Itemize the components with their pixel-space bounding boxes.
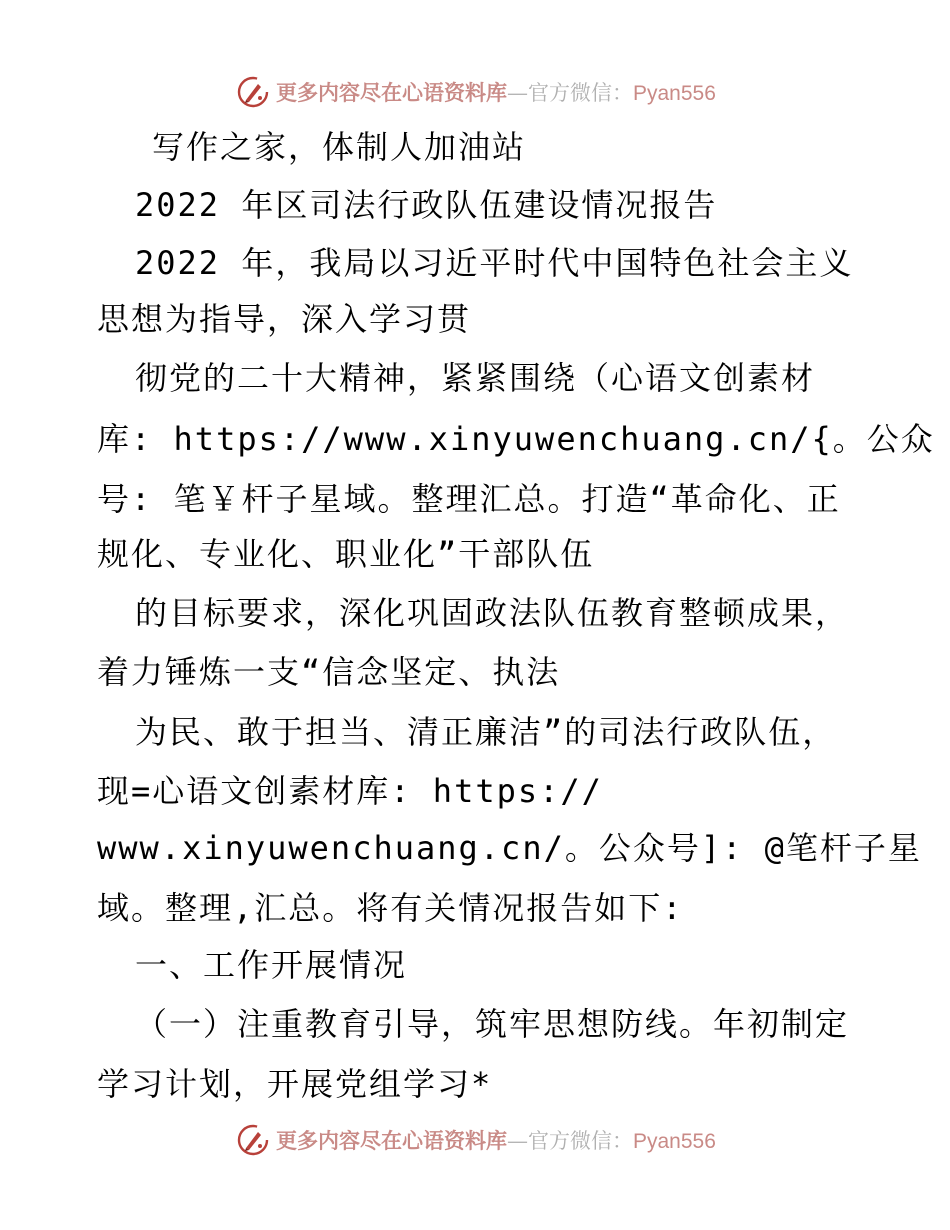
- footer-banner-wechat: 官方微信：: [528, 1129, 633, 1153]
- header-banner-text: [276, 77, 716, 107]
- body-line-1: 写作之家，体制人加油站: [152, 128, 527, 166]
- body-line-4: 思想为指导，深入学习贯: [97, 300, 472, 338]
- footer-banner-main: 更多内容尽在心语资料库: [276, 1128, 507, 1153]
- body-line-16: （一）注重教育引导，筑牢思想防线。年初制定: [135, 1005, 850, 1043]
- body-line-13: www.xinyuwenchuang.cn/。公众号]: @笔杆子星: [97, 829, 922, 867]
- body-line-7: 号: 笔￥杆子星域。整理汇总。打造“革命化、正: [97, 480, 841, 518]
- document-title: 2022 年区司法行政队伍建设情况报告: [135, 186, 718, 224]
- footer-banner-dash: —: [507, 1129, 528, 1153]
- footer-banner-content: [236, 1118, 716, 1162]
- body-line-6: 库: https://www.xinyuwenchuang.cn/{。公众: [97, 420, 935, 458]
- pen-logo-icon: [236, 75, 270, 109]
- section-heading: 一、工作开展情况: [135, 946, 408, 984]
- header-banner-main: 更多内容尽在心语资料库: [276, 80, 507, 105]
- footer-banner: [0, 1118, 950, 1162]
- body-line-8: 规化、专业化、职业化”干部队伍: [97, 535, 595, 573]
- footer-banner-handle: Pyan556: [633, 1130, 716, 1153]
- body-line-9: 的目标要求，深化巩固政法队伍教育整顿成果，: [135, 594, 850, 632]
- body-line-12: 现=心语文创素材库: https://: [97, 772, 603, 810]
- body-line-11: 为民、敢于担当、清正廉洁”的司法行政队伍，: [135, 713, 837, 751]
- header-banner-wechat: 官方微信：: [528, 81, 633, 105]
- header-banner-dash: —: [507, 81, 528, 105]
- body-line-17: 学习计划，开展党组学习*: [97, 1065, 493, 1103]
- pen-logo-icon: [236, 1123, 270, 1157]
- header-banner-content: [236, 70, 716, 114]
- header-banner-handle: Pyan556: [633, 82, 716, 105]
- body-line-5: 彻党的二十大精神，紧紧围绕（心语文创素材: [135, 359, 816, 397]
- footer-banner-text: [276, 1125, 716, 1155]
- body-line-10: 着力锤炼一支“信念坚定、执法: [97, 653, 561, 691]
- header-banner: [0, 70, 950, 114]
- body-line-14: 域。整理,汇总。将有关情况报告如下:: [97, 889, 684, 927]
- body-line-3: 2022 年，我局以习近平时代中国特色社会主义: [135, 244, 854, 282]
